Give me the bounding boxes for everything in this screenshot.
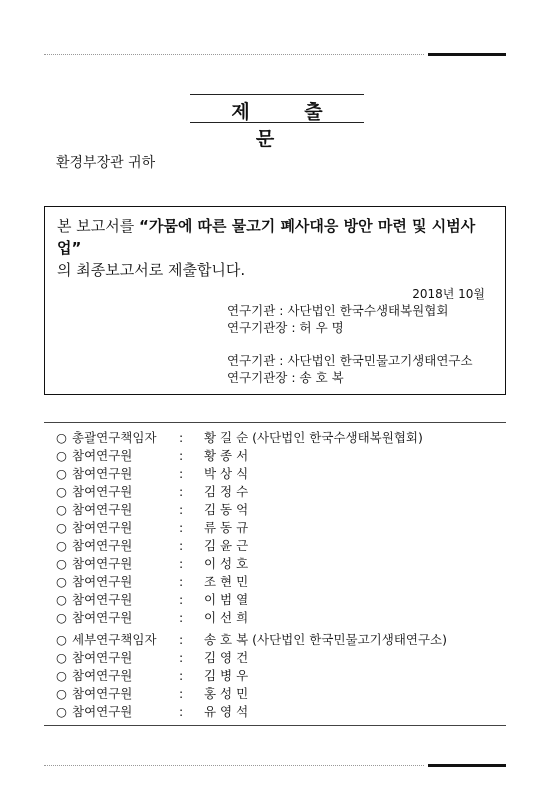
researcher-role: 총괄연구책임자 bbox=[72, 430, 157, 445]
separator-colon: : bbox=[179, 610, 184, 625]
researcher-role: 세부연구책임자 bbox=[72, 632, 157, 647]
researcher-name: 류 동 규 bbox=[204, 520, 249, 535]
researcher-row bbox=[44, 631, 506, 649]
statement-prefix: 본 보고서를 bbox=[57, 217, 139, 235]
institution-head: 연구기관장 : 허 우 명 bbox=[227, 320, 344, 335]
bullet-icon: ○ bbox=[56, 520, 67, 535]
bullet-icon: ○ bbox=[56, 650, 67, 665]
separator-colon: : bbox=[179, 574, 184, 589]
researcher-role: 참여연구원 bbox=[72, 686, 133, 701]
researcher-name: 조 현 민 bbox=[204, 574, 249, 589]
researcher-name: 김 동 억 bbox=[204, 502, 249, 517]
researcher-row bbox=[44, 649, 506, 667]
bullet-icon: ○ bbox=[56, 448, 67, 463]
researcher-name: 이 선 희 bbox=[204, 610, 249, 625]
researcher-role: 참여연구원 bbox=[72, 466, 133, 481]
researcher-name: 이 성 호 bbox=[204, 556, 249, 571]
recipient: 환경부장관 귀하 bbox=[56, 155, 156, 171]
researcher-name: 홍 성 민 bbox=[204, 686, 249, 701]
separator-colon: : bbox=[179, 556, 184, 571]
header-rule bbox=[44, 53, 506, 57]
institution-org: 연구기관 : 사단법인 한국민물고기생태연구소 bbox=[227, 353, 473, 368]
researcher-row bbox=[44, 483, 506, 501]
bullet-icon: ○ bbox=[56, 574, 67, 589]
researcher-list bbox=[44, 422, 506, 726]
separator-colon: : bbox=[179, 686, 184, 701]
institution-block bbox=[227, 302, 448, 336]
researcher-row bbox=[44, 591, 506, 609]
researcher-name: 이 범 열 bbox=[204, 592, 249, 607]
researcher-row bbox=[44, 519, 506, 537]
bullet-icon: ○ bbox=[56, 484, 67, 499]
submission-box bbox=[44, 206, 506, 395]
title-underline bbox=[190, 122, 364, 123]
separator-colon: : bbox=[179, 430, 184, 445]
statement-suffix: 의 최종보고서로 제출합니다. bbox=[57, 261, 246, 279]
researcher-row bbox=[44, 447, 506, 465]
submission-statement bbox=[57, 215, 497, 281]
footer-rule-bar bbox=[428, 764, 506, 767]
separator-colon: : bbox=[179, 668, 184, 683]
bullet-icon: ○ bbox=[56, 592, 67, 607]
researcher-name: 유 영 석 bbox=[204, 704, 249, 719]
page-title: 제 출 문 bbox=[231, 101, 347, 150]
researcher-role: 참여연구원 bbox=[72, 484, 133, 499]
researcher-row bbox=[44, 667, 506, 685]
separator-colon: : bbox=[179, 650, 184, 665]
institution-block bbox=[227, 352, 473, 386]
header-rule-bar bbox=[428, 53, 506, 56]
separator-colon: : bbox=[179, 704, 184, 719]
bullet-icon: ○ bbox=[56, 466, 67, 481]
bullet-icon: ○ bbox=[56, 610, 67, 625]
researcher-row bbox=[44, 703, 506, 721]
separator-colon: : bbox=[179, 466, 184, 481]
header-rule-dotted bbox=[44, 54, 424, 55]
separator-colon: : bbox=[179, 632, 184, 647]
researcher-row bbox=[44, 573, 506, 591]
researcher-row bbox=[44, 609, 506, 627]
researcher-name: 김 윤 근 bbox=[204, 538, 249, 553]
separator-colon: : bbox=[179, 484, 184, 499]
separator-colon: : bbox=[179, 502, 184, 517]
researcher-role: 참여연구원 bbox=[72, 538, 133, 553]
researcher-name: 김 정 수 bbox=[204, 484, 249, 499]
researcher-row bbox=[44, 501, 506, 519]
researcher-row bbox=[44, 685, 506, 703]
separator-colon: : bbox=[179, 538, 184, 553]
researcher-role: 참여연구원 bbox=[72, 668, 133, 683]
bullet-icon: ○ bbox=[56, 538, 67, 553]
researcher-role: 참여연구원 bbox=[72, 704, 133, 719]
footer-rule bbox=[44, 764, 506, 768]
researcher-row bbox=[44, 429, 506, 447]
institution-head: 연구기관장 : 송 호 복 bbox=[227, 370, 344, 385]
researcher-role: 참여연구원 bbox=[72, 650, 133, 665]
researcher-group bbox=[44, 429, 506, 627]
researcher-group bbox=[44, 631, 506, 721]
bullet-icon: ○ bbox=[56, 430, 67, 445]
researcher-name: 황 길 순 (사단법인 한국수생태복원협회) bbox=[204, 430, 423, 445]
researcher-name: 김 영 건 bbox=[204, 650, 249, 665]
separator-colon: : bbox=[179, 448, 184, 463]
researcher-row bbox=[44, 555, 506, 573]
title-overline bbox=[190, 94, 364, 95]
separator-colon: : bbox=[179, 592, 184, 607]
researcher-row bbox=[44, 465, 506, 483]
bullet-icon: ○ bbox=[56, 632, 67, 647]
bullet-icon: ○ bbox=[56, 502, 67, 517]
project-title: “가뭄에 따른 물고기 폐사대응 방안 마련 및 시범사업” bbox=[57, 217, 476, 257]
institution-org: 연구기관 : 사단법인 한국수생태복원협회 bbox=[227, 303, 449, 318]
researcher-name: 송 호 복 (사단법인 한국민물고기생태연구소) bbox=[204, 632, 447, 647]
researcher-role: 참여연구원 bbox=[72, 592, 133, 607]
researcher-name: 박 상 식 bbox=[204, 466, 249, 481]
researcher-row bbox=[44, 537, 506, 555]
footer-rule-dotted bbox=[44, 765, 424, 766]
bullet-icon: ○ bbox=[56, 686, 67, 701]
researcher-role: 참여연구원 bbox=[72, 556, 133, 571]
researcher-name: 황 종 서 bbox=[204, 448, 249, 463]
researcher-role: 참여연구원 bbox=[72, 610, 133, 625]
researcher-role: 참여연구원 bbox=[72, 502, 133, 517]
separator-colon: : bbox=[179, 520, 184, 535]
researcher-role: 참여연구원 bbox=[72, 448, 133, 463]
bullet-icon: ○ bbox=[56, 668, 67, 683]
bullet-icon: ○ bbox=[56, 556, 67, 571]
title-block bbox=[190, 94, 364, 150]
researcher-role: 참여연구원 bbox=[72, 574, 133, 589]
submission-date: 2018년 10월 bbox=[412, 287, 485, 301]
researcher-role: 참여연구원 bbox=[72, 520, 133, 535]
researcher-name: 김 병 우 bbox=[204, 668, 249, 683]
bullet-icon: ○ bbox=[56, 704, 67, 719]
